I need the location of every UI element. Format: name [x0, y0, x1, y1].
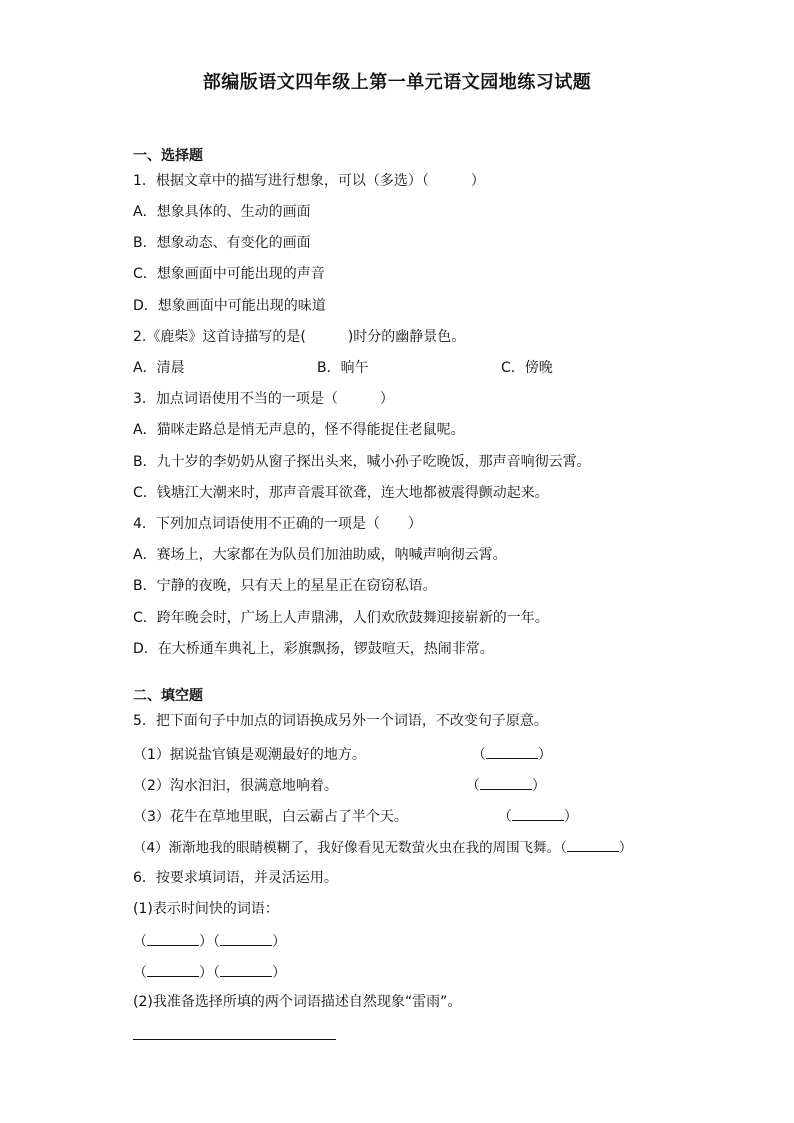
paren-open: （ [471, 747, 486, 763]
question-3-option-c[interactable]: C．钱塘江大潮来时，那声音震耳欲聋，连大地都被震得颤动起来。 [133, 485, 549, 501]
question-5-item-3 [133, 806, 578, 826]
answer-blank[interactable] [220, 931, 272, 946]
question-2-stem: 2.《鹿柴》这首诗描写的是( )时分的幽静景色。 [133, 329, 466, 345]
question-6-stem: 6．按要求填词语，并灵活运用。 [133, 870, 338, 886]
question-1-option-b[interactable]: B．想象动态、有变化的画面 [133, 235, 311, 251]
answer-blank[interactable] [147, 962, 199, 977]
paren-open: （ [465, 778, 480, 794]
question-4-option-d[interactable]: D．在大桥通车典礼上，彩旗飘扬，锣鼓喧天，热闹非常。 [133, 641, 494, 657]
question-6-blank-row-1 [133, 931, 286, 951]
paren-open: （ [133, 965, 147, 981]
paren-close: ） [199, 965, 213, 981]
paren-open: （ [497, 809, 512, 825]
paren-close: ） [563, 809, 578, 825]
question-5-stem: 5．把下面句子中加点的词语换成另外一个词语，不改变句子原意。 [133, 713, 548, 729]
question-5-item-2 [133, 775, 546, 795]
question-6-part-2: (2)我准备选择所填的两个词语描述自然现象“雷雨”。 [133, 994, 462, 1010]
answer-blank[interactable] [512, 806, 564, 821]
page-title: 部编版语文四年级上第一单元语文园地练习试题 [202, 72, 592, 93]
section-heading-fill: 二、填空题 [133, 688, 203, 704]
question-1-option-c[interactable]: C．想象画面中可能出现的声音 [133, 266, 325, 282]
question-4-stem: 4．下列加点词语使用不正确的一项是（ ） [133, 516, 422, 532]
question-2-option-c[interactable]: C．傍晚 [501, 360, 553, 376]
answer-blank[interactable] [567, 837, 619, 852]
answer-blank[interactable] [220, 962, 272, 977]
paren-open: （ [213, 934, 220, 950]
paren-close: ） [272, 934, 286, 950]
question-5-item-3-text: （3）花牛在草地里眠，白云霸占了半个天。 [133, 809, 408, 825]
question-5-item-1-text: （1）据说盐官镇是观潮最好的地方。 [133, 747, 366, 763]
question-1-option-d[interactable]: D．想象画面中可能出现的味道 [133, 298, 326, 314]
paren-open: （ [560, 840, 567, 856]
question-5-item-4-text: （4）渐渐地我的眼睛模糊了，我好像看见无数萤火虫在我的周围飞舞。 [133, 840, 561, 856]
paren-open: （ [133, 934, 147, 950]
section-heading-choice: 一、选择题 [133, 148, 203, 164]
answer-blank[interactable] [486, 744, 538, 759]
paren-close: ） [618, 840, 633, 856]
question-6-part-1: (1)表示时间快的词语： [133, 901, 279, 917]
question-3-option-a[interactable]: A．猫咪走路总是悄无声息的，怪不得能捉住老鼠呢。 [133, 422, 465, 438]
question-3-stem: 3．加点词语使用不当的一项是（ ） [133, 391, 394, 407]
paren-close: ） [199, 934, 213, 950]
question-3-option-b[interactable]: B．九十岁的李奶奶从窗子探出头来，喊小孙子吃晚饭，那声音响彻云霄。 [133, 454, 591, 470]
paren-close: ） [537, 747, 552, 763]
question-4-option-b[interactable]: B．宁静的夜晚，只有天上的星星正在窃窃私语。 [133, 578, 437, 594]
paren-close: ） [272, 965, 286, 981]
question-5-item-1 [133, 744, 552, 764]
answer-blank[interactable] [480, 775, 532, 790]
question-4-option-a[interactable]: A．赛场上，大家都在为队员们加油助威，呐喊声响彻云霄。 [133, 547, 507, 563]
paren-open: （ [213, 965, 220, 981]
question-4-option-c[interactable]: C．跨年晚会时，广场上人声鼎沸，人们欢欣鼓舞迎接崭新的一年。 [133, 610, 549, 626]
question-1-option-a[interactable]: A．想象具体的、生动的画面 [133, 204, 311, 220]
question-5-item-4 [133, 837, 632, 857]
question-2-option-b[interactable]: B．晌午 [317, 360, 369, 376]
question-5-item-2-text: （2）沟水汩汩，很满意地响着。 [133, 778, 338, 794]
answer-line[interactable] [133, 1039, 336, 1040]
question-2-option-a[interactable]: A．清晨 [133, 360, 185, 376]
question-6-blank-row-2 [133, 962, 286, 982]
question-1-stem: 1．根据文章中的描写进行想象，可以（多选）（ ） [133, 173, 485, 189]
paren-close: ） [531, 778, 546, 794]
question-2-options [133, 359, 633, 377]
answer-blank[interactable] [147, 931, 199, 946]
